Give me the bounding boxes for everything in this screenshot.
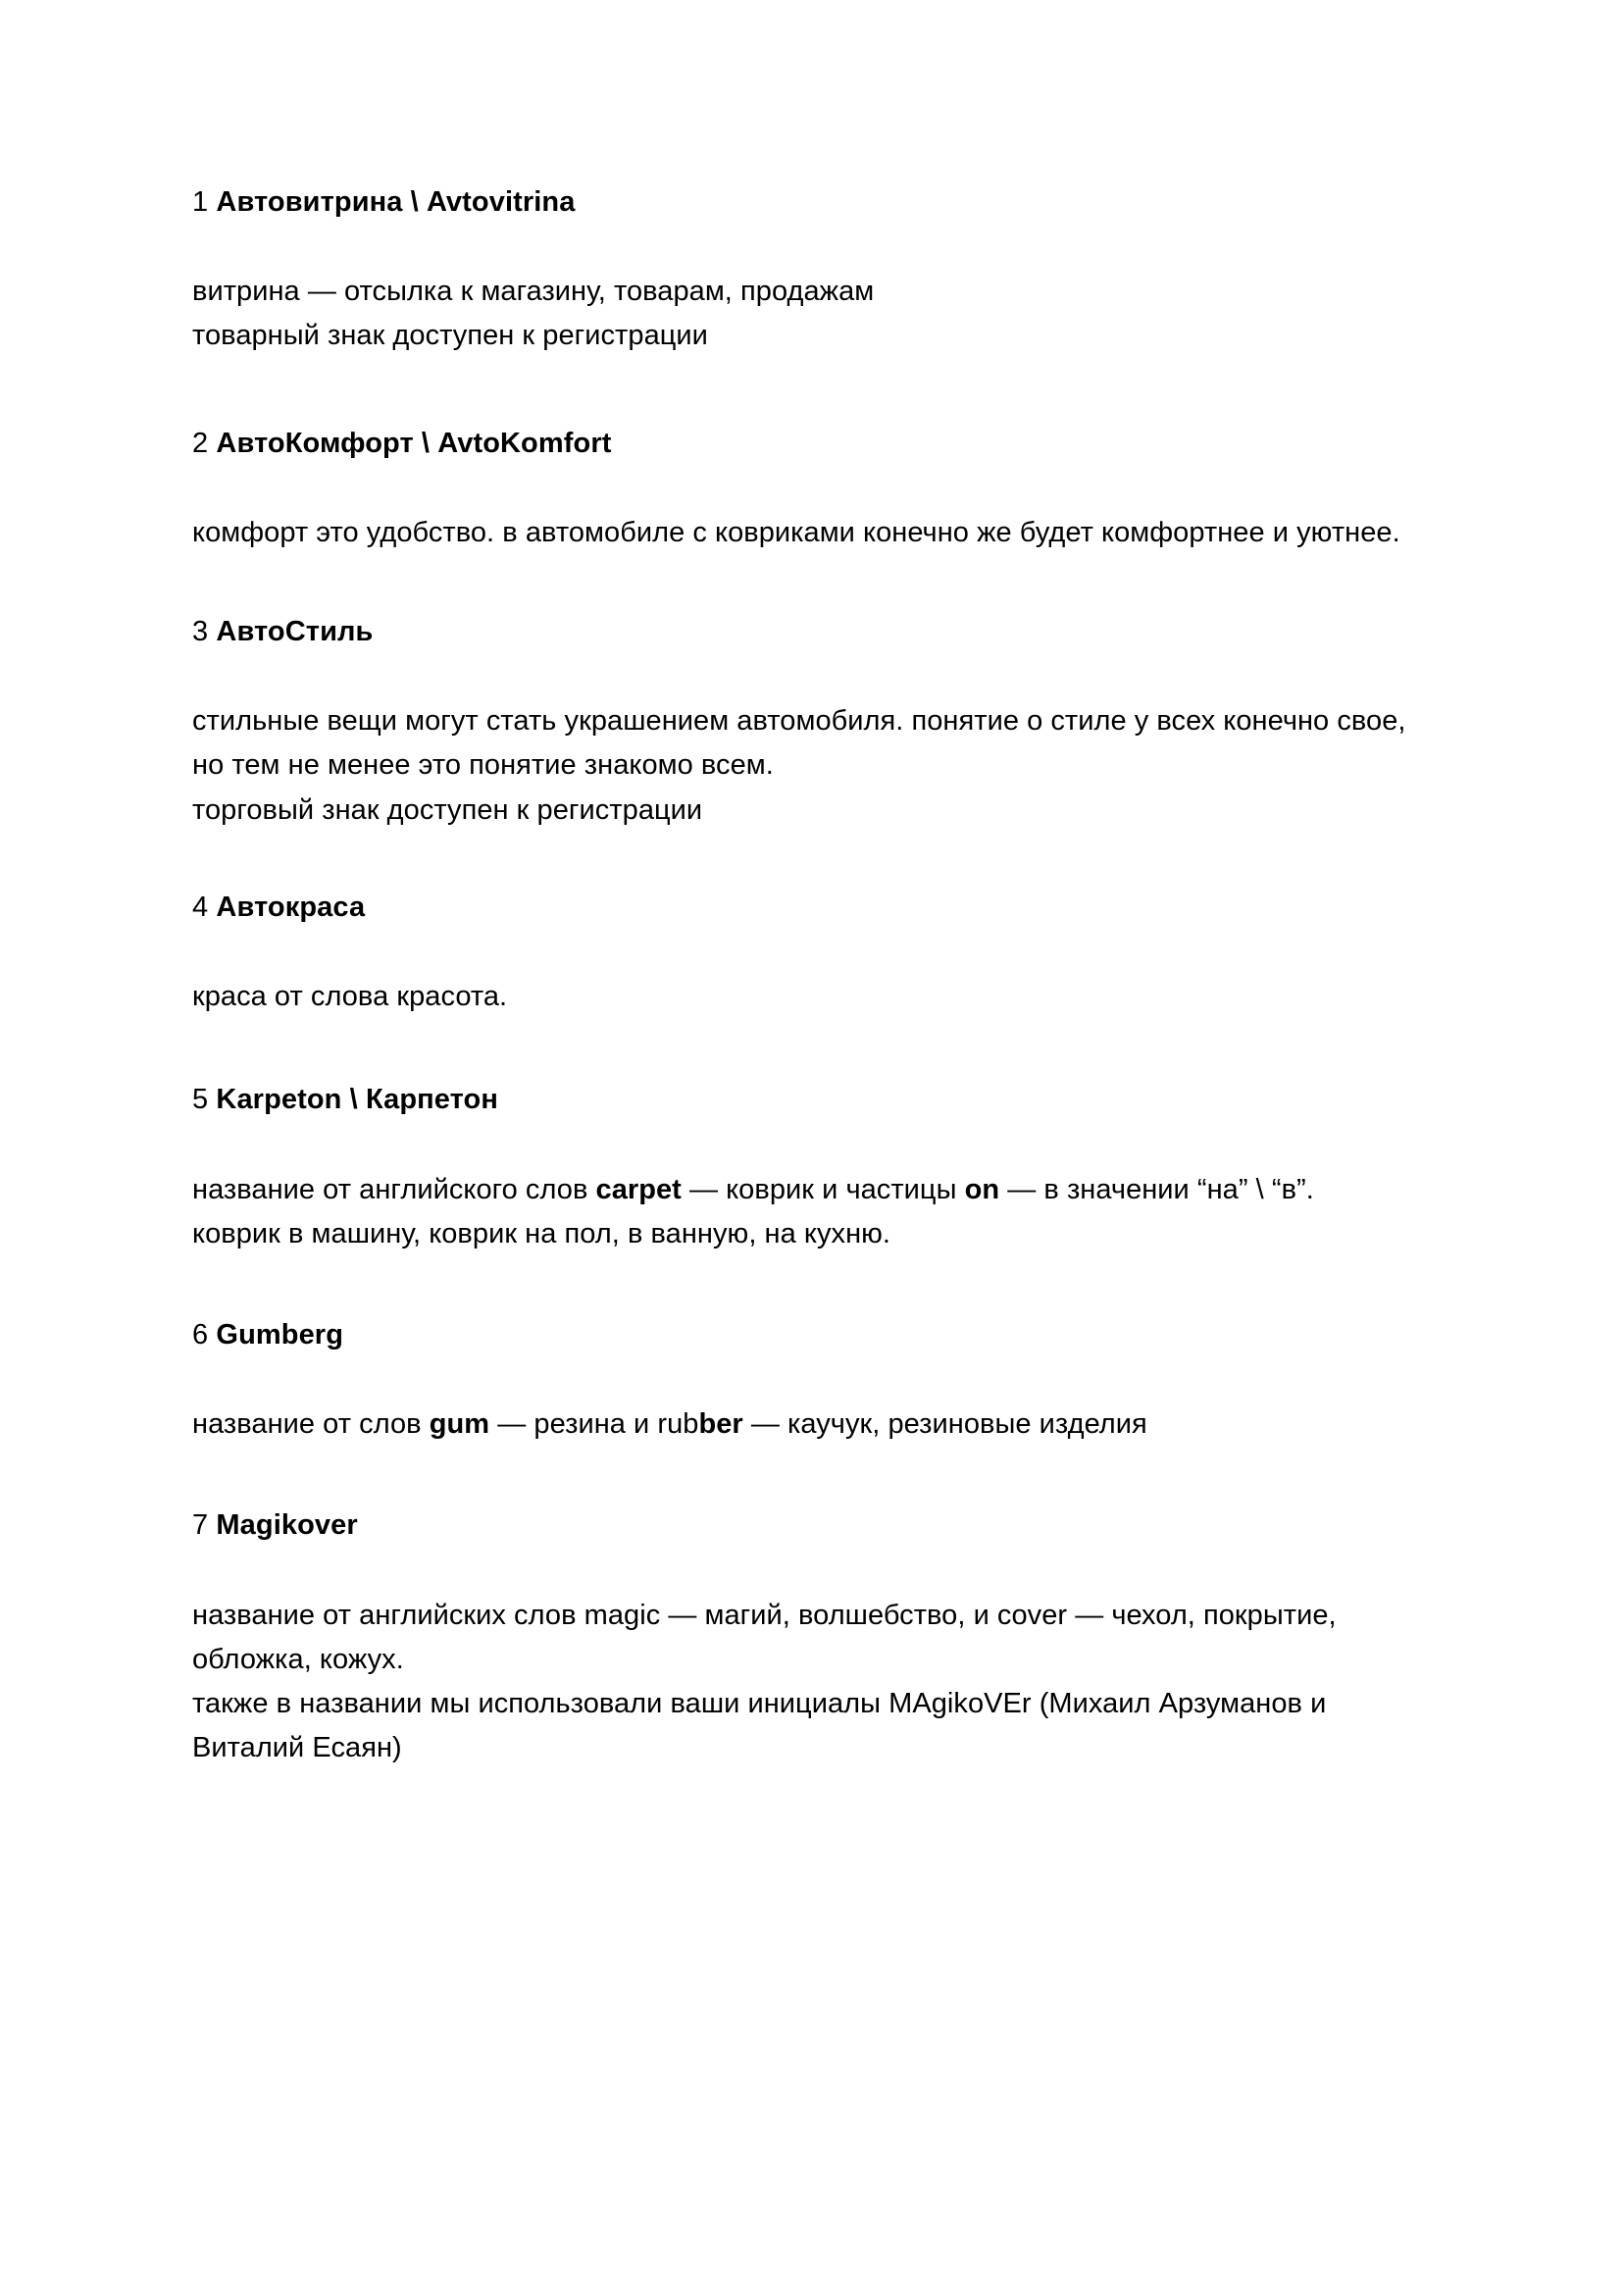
paragraph [192, 270, 1433, 314]
section-number: 2 [192, 427, 209, 459]
section-number: 3 [192, 616, 209, 648]
text-run: торговый знак доступен к регистрации [192, 793, 703, 826]
section-number: 4 [192, 891, 209, 923]
section-heading [192, 1505, 1433, 1546]
section-heading [192, 1315, 1433, 1355]
section-4 [192, 888, 1433, 1019]
section-5 [192, 1080, 1433, 1256]
section-heading [192, 182, 1433, 223]
text-run: — коврик и частицы [681, 1173, 965, 1205]
text-run: название от английского слов [192, 1173, 596, 1205]
emphasis-term: gum [429, 1408, 490, 1441]
text-run: товарный знак доступен к регистрации [192, 320, 708, 352]
section-3 [192, 612, 1433, 833]
text-run: краса от слова красота. [192, 981, 508, 1013]
paragraph [192, 975, 1433, 1019]
section-title: Magikover [216, 1509, 358, 1542]
text-run: коврик в машину, коврик на пол, в ванную, на кухню. [192, 1217, 891, 1249]
section-number: 5 [192, 1084, 209, 1116]
section-number: 1 [192, 186, 209, 218]
text-run: название от слов [192, 1408, 430, 1441]
section-title: Автокраса [216, 891, 366, 923]
section-heading [192, 612, 1433, 652]
paragraph [192, 789, 1433, 833]
text-run: стильные вещи могут стать украшением автомобиля. понятие о стиле у всех конечно свое, но тем не менее это понятие знакомо всем. [192, 705, 1406, 782]
paragraph [192, 1402, 1433, 1447]
section-title: АвтоКомфорт \ AvtoKomfort [216, 427, 612, 459]
paragraph [192, 1168, 1433, 1212]
text-run: — в значении “на” \ “в”. [999, 1173, 1314, 1205]
section-title: Karpeton \ Карпетон [216, 1084, 498, 1116]
emphasis-term: on [964, 1173, 1000, 1205]
section-number: 6 [192, 1318, 209, 1351]
paragraph [192, 1594, 1433, 1682]
emphasis-term: carpet [595, 1173, 682, 1205]
section-title: Автовитрина \ Avtovitrina [216, 186, 576, 218]
section-6 [192, 1315, 1433, 1447]
section-1 [192, 182, 1433, 359]
document-body [192, 182, 1433, 1770]
section-heading [192, 888, 1433, 928]
section-heading [192, 1080, 1433, 1120]
paragraph [192, 699, 1433, 788]
emphasis-term: ber [698, 1408, 743, 1441]
text-run: — резина и rub [489, 1408, 699, 1441]
text-run: — каучук, резиновые изделия [742, 1408, 1147, 1441]
text-run: название от английских слов magic — магий, волшебство, и cover — чехол, покрытие, обложка, кожух. [192, 1599, 1337, 1675]
paragraph [192, 1212, 1433, 1256]
paragraph [192, 511, 1433, 555]
paragraph [192, 314, 1433, 358]
section-2 [192, 424, 1433, 555]
text-run: также в названии мы использовали ваши инициалы MAgikoVEr (Михаил Арзуманов и Виталий Есаян) [192, 1688, 1327, 1764]
text-run: витрина — отсылка к магазину, товарам, продажам [192, 276, 875, 308]
section-title: АвтоСтиль [216, 616, 374, 648]
section-number: 7 [192, 1509, 209, 1542]
section-heading [192, 424, 1433, 464]
section-title: Gumberg [216, 1318, 344, 1351]
text-run: комфорт это удобство. в автомобиле с ковриками конечно же будет комфортнее и уютнее. [192, 516, 1400, 548]
paragraph [192, 1682, 1433, 1770]
section-7 [192, 1505, 1433, 1770]
